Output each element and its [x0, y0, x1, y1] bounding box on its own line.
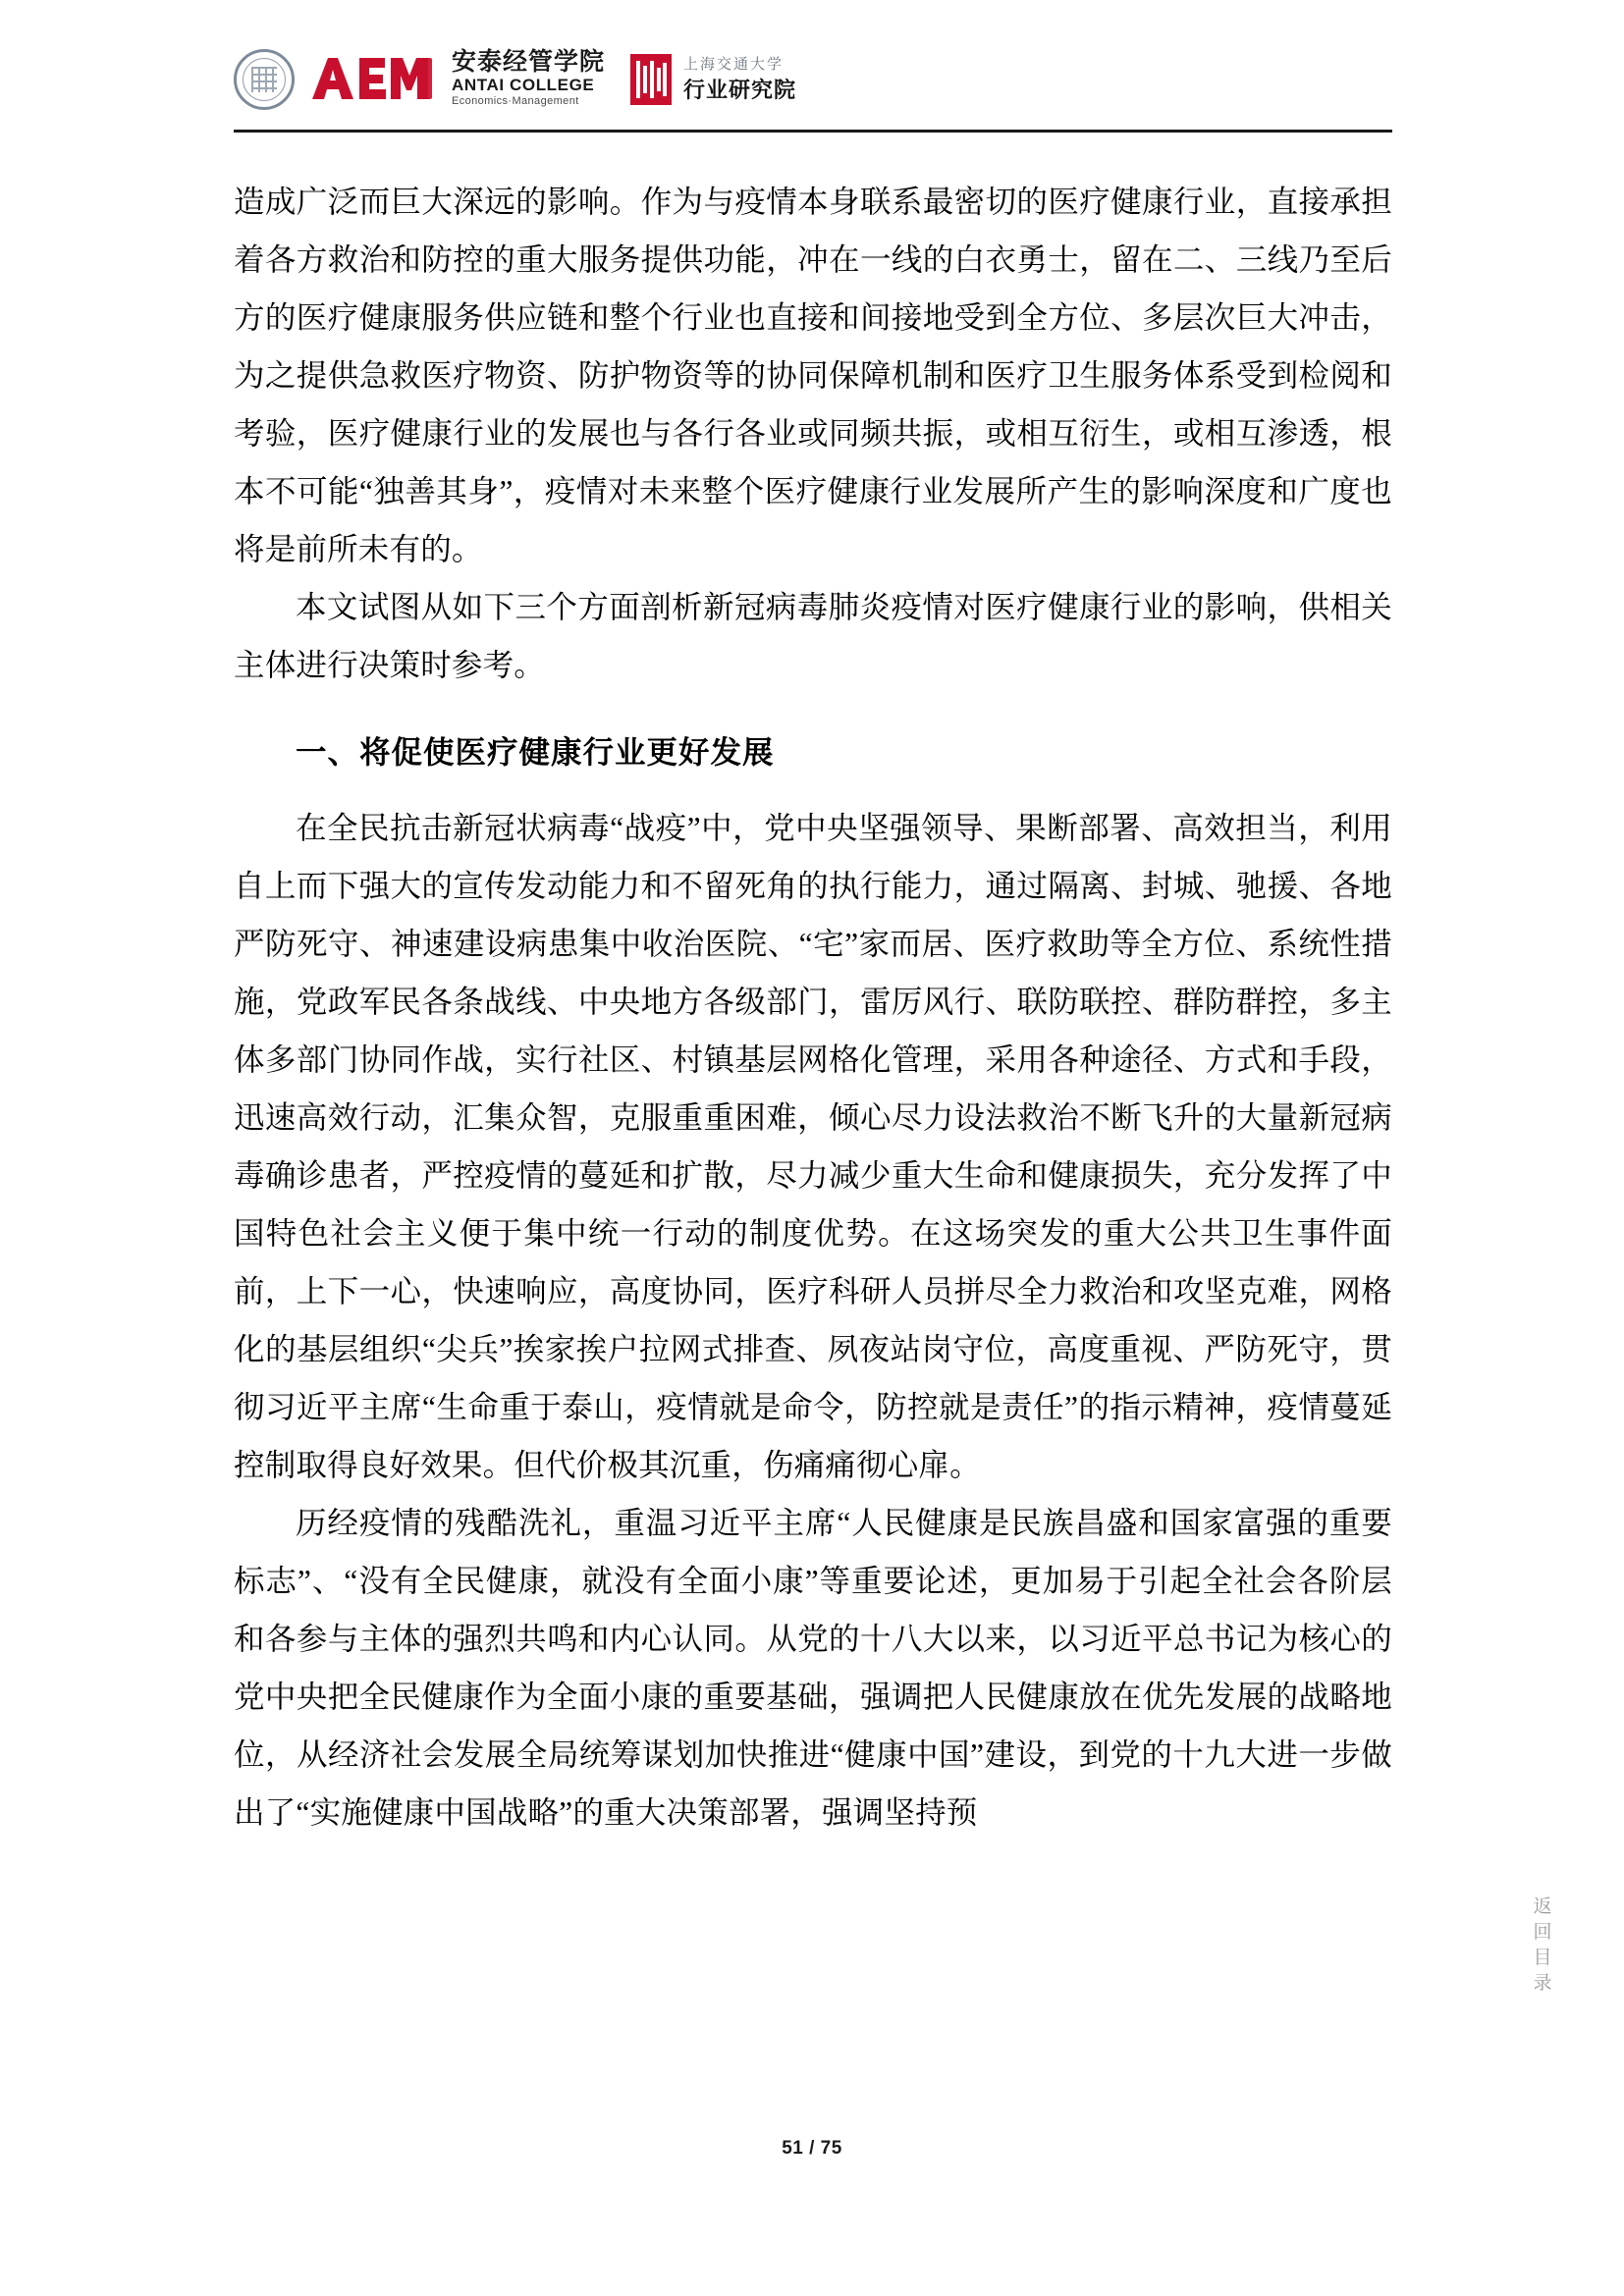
acem-logo-icon [308, 52, 442, 107]
document-body [234, 173, 1392, 1842]
paragraph-epidemic-response: 在全民抗击新冠状病毒“战疫”中，党中央坚强领导、果断部署、高效担当，利用自上而下强大的宣传发动能力和不留死角的执行能力，通过隔离、封城、驰援、各地严防死守、神速建设病患集中收治医院、“宅”家而居、医疗救助等全方位、系统性措施，党政军民各条战线、中央地方各级部门，雷厉风行、联防联控、群防群控，多主体多部门协同作战，实行社区、村镇基层网格化管理，采用各种途径、方式和手段，迅速高效行动，汇集众智，克服重重困难，倾心尽力设法救治不断飞升的大量新冠病毒确诊患者，严控疫情的蔓延和扩散，尽力减少重大生命和健康损失，充分发挥了中国特色社会主义便于集中统一行动的制度优势。在这场突发的重大公共卫生事件面前，上下一心，快速响应，高度协同，医疗科研人员拼尽全力救治和攻坚克难，网格化的基层组织“尖兵”挨家挨户拉网式排查、夙夜站岗守位，高度重视、严防死守，贯彻习近平主席“生命重于泰山，疫情就是命令，防控就是责任”的指示精神，疫情蔓延控制取得良好效果。但代价极其沉重，伤痛痛彻心扉。 [234, 811, 1392, 1482]
page-header [234, 41, 1392, 130]
antai-name-sub: Economics·Management [452, 95, 579, 108]
paragraph-health-china: 历经疫情的残酷洗礼，重温习近平主席“人民健康是民族昌盛和国家富强的重要标志”、“没有全民健康，就没有全面小康”等重要论述，更加易于引起全社会各阶层和各参与主体的强烈共鸣和内心认同。从党的十八大以来，以习近平总书记为核心的党中央把全民健康作为全面小康的重要基础，强调把人民健康放在优先发展的战略地位，从经济社会发展全局统筹谋划加快推进“健康中国”建设，到党的十九大进一步做出了“实施健康中国战略”的重大决策部署，强调坚持预 [234, 1506, 1392, 1830]
spacer [234, 694, 1392, 723]
sjtu-name-cn: 上海交通大学 [683, 56, 785, 73]
side-tab-char-2: 回 [1533, 1922, 1556, 1943]
side-tab-char-4: 录 [1533, 1973, 1556, 1994]
section-heading-1: 一、将促使医疗健康行业更好发展 [296, 734, 775, 770]
header-divider [234, 130, 1392, 133]
antai-name-cn: 安泰经管学院 [452, 48, 606, 77]
paragraph-continued: 造成广泛而巨大深远的影响。作为与疫情本身联系最密切的医疗健康行业，直接承担着各方救治和防控的重大服务提供功能，冲在一线的白衣勇士，留在二、三线乃至后方的医疗健康服务供应链和整个行业也直接和间接地受到全方位、多层次巨大冲击，为之提供急救医疗物资、防护物资等的协同保障机制和医疗卫生服务体系受到检阅和考验，医疗健康行业的发展也与各行各业或同频共振，或相互衍生，或相互渗透，根本不可能“独善其身”，疫情对未来整个医疗健康行业发展所产生的影响深度和广度也将是前所未有的。 [234, 185, 1392, 566]
antai-college-wordmark [452, 49, 605, 110]
antai-name-en: ANTAI COLLEGE [452, 76, 595, 95]
sjtu-emblem-icon [630, 54, 672, 105]
return-to-toc-tab[interactable] [1530, 1895, 1559, 1997]
page-number: 51 / 75 [782, 2138, 842, 2159]
spacer [234, 781, 1392, 799]
side-tab-char-3: 目 [1533, 1948, 1556, 1968]
paragraph-purpose: 本文试图从如下三个方面剖析新冠病毒肺炎疫情对医疗健康行业的影响，供相关主体进行决策时参考。 [234, 590, 1392, 682]
sjtu-block [630, 54, 796, 105]
sjtu-wordmark [683, 56, 796, 103]
sjtu-institute-cn: 行业研究院 [683, 77, 797, 102]
side-tab-char-1: 返 [1533, 1896, 1556, 1917]
logo-row [234, 41, 1392, 118]
university-seal-icon [234, 49, 295, 110]
